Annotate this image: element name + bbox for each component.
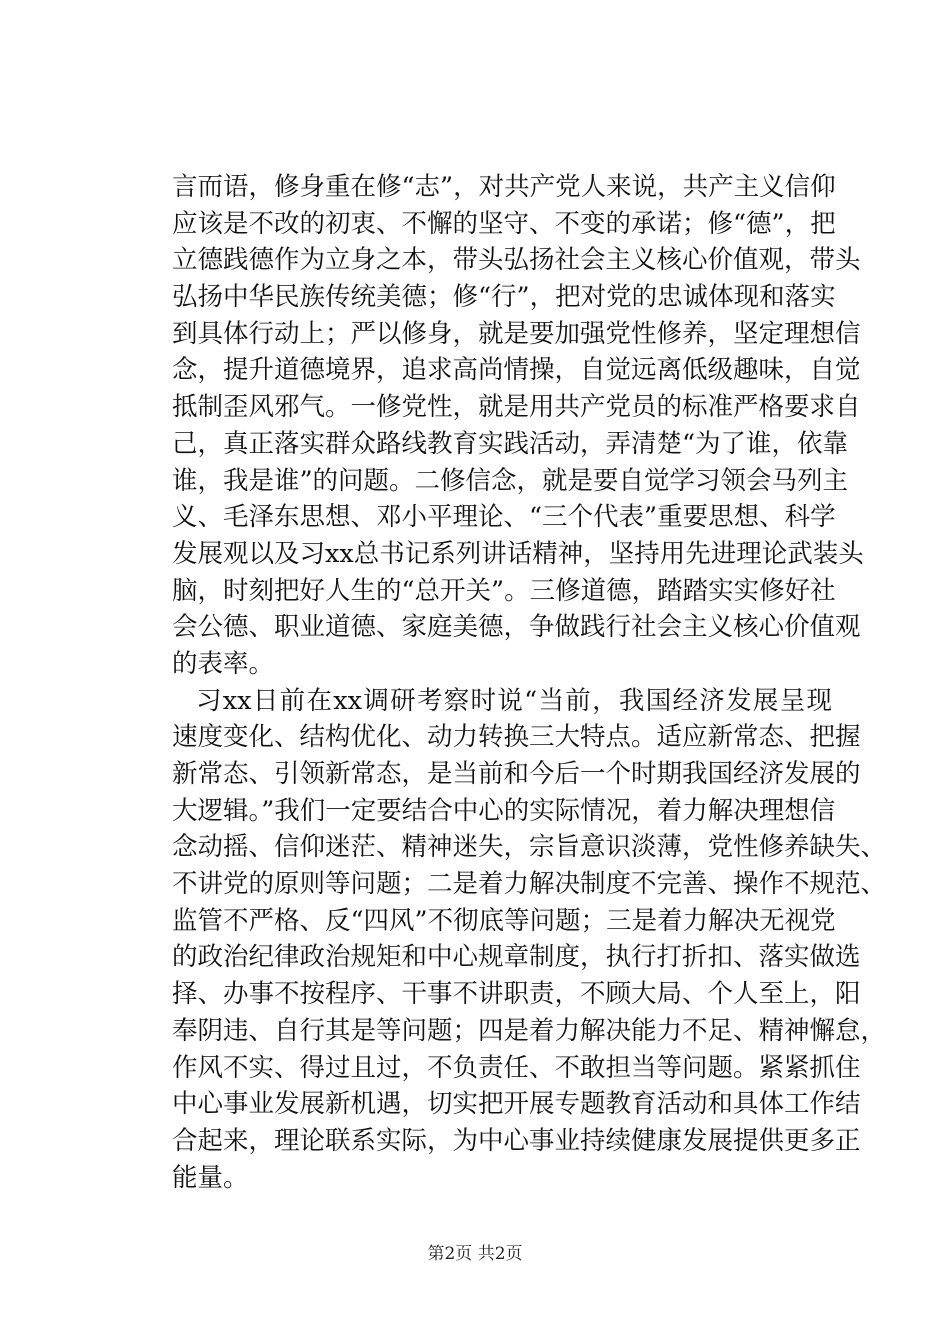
page-number-footer: 第2页 共2页 bbox=[427, 1244, 523, 1264]
text-line: 己，真正落实群众路线教育实践活动，弄清楚“为了谁，依靠 bbox=[172, 428, 849, 459]
text-line: 应该是不改的初衷、不懈的坚守、不变的承诺；修“德”，把 bbox=[172, 208, 836, 239]
text-line: 作风不实、得过且过，不负责任、不敢担当等问题。紧紧抓住 bbox=[172, 1052, 861, 1083]
text-line: 发展观以及习xx总书记系列讲话精神，坚持用先进理论武装头 bbox=[172, 538, 864, 569]
text-line: 不讲党的原则等问题；二是着力解决制度不完善、操作不规范、 bbox=[172, 869, 887, 900]
text-line: 合起来，理论联系实际，为中心事业持续健康发展提供更多正 bbox=[172, 1125, 861, 1156]
text-line: 速度变化、结构优化、动力转换三大特点。适应新常态、把握 bbox=[172, 722, 861, 753]
text-line: 监管不严格、反“四风”不彻底等问题；三是着力解决无视党 bbox=[172, 905, 836, 936]
text-line: 义、毛泽东思想、邓小平理论、“三个代表”重要思想、科学 bbox=[172, 502, 836, 533]
text-line: 到具体行动上；严以修身，就是要加强党性修养，坚定理想信 bbox=[172, 318, 861, 349]
paragraph-2 bbox=[172, 683, 887, 1197]
text-line: 新常态、引领新常态，是当前和今后一个时期我国经济发展的 bbox=[172, 759, 861, 789]
text-line: 的表率。 bbox=[172, 648, 275, 679]
text-line: 抵制歪风邪气。一修党性，就是用共产党员的标准严格要求自 bbox=[172, 392, 861, 423]
text-line: 会公德、职业道德、家庭美德，争做践行社会主义核心价值观 bbox=[172, 612, 861, 643]
text-line: 脑，时刻把好人生的“总开关”。三修道德，踏踏实实修好社 bbox=[172, 575, 836, 606]
text-line: 择、办事不按程序、干事不讲职责，不顾大局、个人至上，阳 bbox=[172, 979, 861, 1010]
text-line: 奉阴违、自行其是等问题；四是着力解决能力不足、精神懈怠， bbox=[172, 1015, 887, 1046]
text-line: 能量。 bbox=[172, 1162, 249, 1193]
text-line: 的政治纪律政治规矩和中心规章制度，执行打折扣、落实做选 bbox=[172, 942, 861, 973]
text-line: 立德践德作为立身之本，带头弘扬社会主义核心价值观，带头 bbox=[172, 245, 861, 276]
text-line: 习xx日前在xx调研考察时说“当前，我国经济发展呈现 bbox=[196, 685, 832, 716]
text-line: 弘扬中华民族传统美德；修“行”，把对党的忠诚体现和落实 bbox=[172, 282, 836, 313]
text-line: 中心事业发展新机遇，切实把开展专题教育活动和具体工作结 bbox=[172, 1089, 861, 1120]
text-line: 言而语，修身重在修“志”，对共产党人来说，共产主义信仰 bbox=[172, 172, 836, 202]
text-line: 谁，我是谁”的问题。二修信念，就是要自觉学习领会马列主 bbox=[172, 465, 849, 496]
document-body bbox=[172, 169, 887, 1196]
text-line: 念，提升道德境界，追求高尚情操，自觉远离低级趣味，自觉 bbox=[172, 355, 861, 386]
text-line: 念动摇、信仰迷茫、精神迷失，宗旨意识淡薄，党性修养缺失、 bbox=[172, 832, 887, 863]
text-line: 大逻辑。”我们一定要结合中心的实际情况，着力解决理想信 bbox=[172, 795, 836, 826]
paragraph-1 bbox=[172, 169, 864, 683]
